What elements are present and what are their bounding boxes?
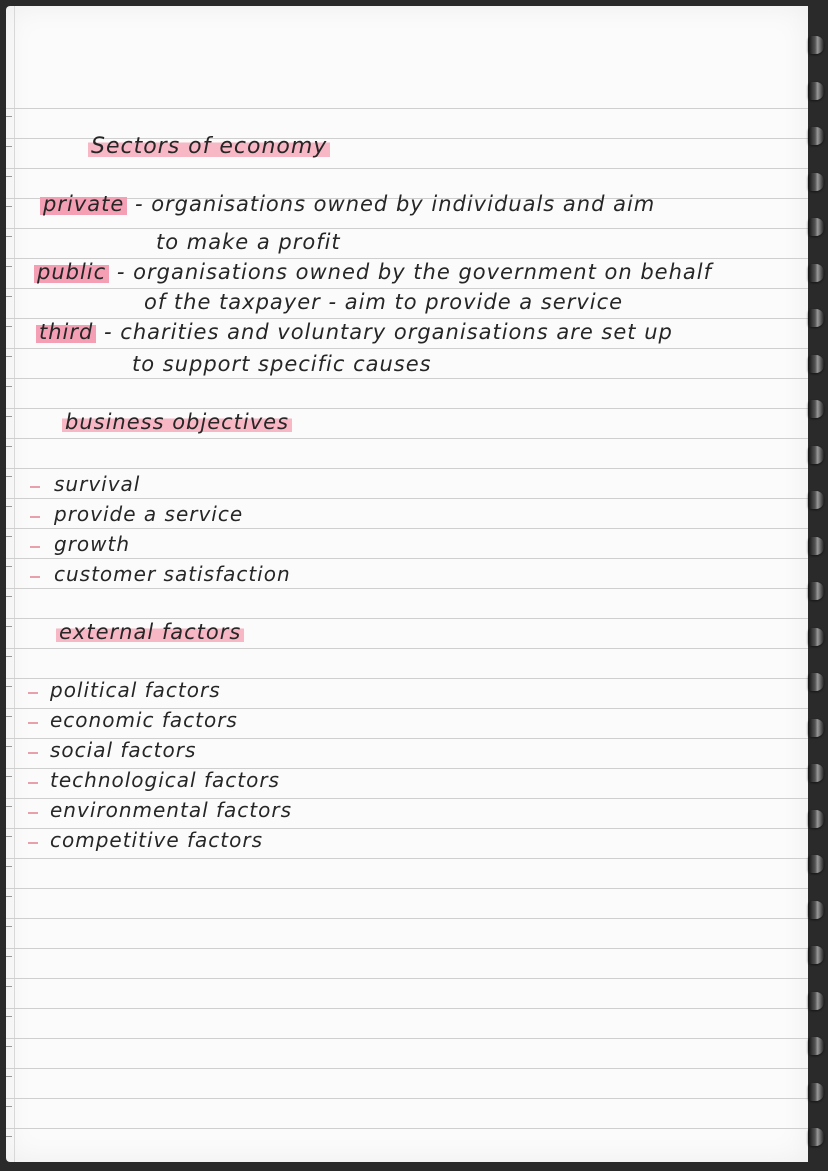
ruled-line: [6, 288, 808, 289]
edge-tick: [6, 1106, 12, 1107]
list-item: environmental factors: [50, 798, 292, 822]
binding-ring: [808, 173, 824, 191]
edge-tick: [6, 686, 12, 687]
edge-tick: [6, 926, 12, 927]
ruled-line: [6, 558, 808, 559]
list-item: technological factors: [50, 768, 280, 792]
bullet-dash: [30, 576, 40, 578]
binding-ring: [808, 810, 824, 828]
bullet-dash: [30, 486, 40, 488]
ruled-line: [6, 408, 808, 409]
ruled-line: [6, 648, 808, 649]
edge-tick: [6, 656, 12, 657]
sector-def-line2: to support specific causes: [132, 352, 432, 376]
edge-tick: [6, 806, 12, 807]
list-item: provide a service: [54, 502, 244, 526]
ruled-line: [6, 1038, 808, 1039]
bullet-dash: [30, 516, 40, 518]
ruled-line: [6, 1068, 808, 1069]
binding-ring: [808, 127, 824, 145]
edge-tick: [6, 746, 12, 747]
edge-tick: [6, 956, 12, 957]
edge-tick: [6, 716, 12, 717]
edge-tick: [6, 566, 12, 567]
binding-ring: [808, 491, 824, 509]
binding-ring: [808, 901, 824, 919]
binding-ring: [808, 264, 824, 282]
sector-private: [40, 192, 655, 216]
edge-tick: [6, 776, 12, 777]
sector-public-line2: [144, 290, 623, 314]
spiral-binding: [802, 0, 824, 1171]
edge-tick: [6, 146, 12, 147]
binding-ring: [808, 855, 824, 873]
binding-ring: [808, 309, 824, 327]
sector-def-line1: organisations owned by individuals and aim: [151, 192, 656, 216]
edge-tick: [6, 626, 12, 627]
ruled-line: [6, 108, 808, 109]
sector-sep: -: [134, 192, 144, 216]
ruled-line: [6, 378, 808, 379]
edge-tick: [6, 836, 12, 837]
edge-tick: [6, 116, 12, 117]
list-item: customer satisfaction: [54, 562, 291, 586]
edge-tick: [6, 326, 12, 327]
heading-external: [56, 620, 244, 644]
sector-def-line2: to make a profit: [156, 230, 341, 254]
binding-ring: [808, 673, 824, 691]
ruled-line: [6, 528, 808, 529]
binding-ring: [808, 36, 824, 54]
ruled-line: [6, 228, 808, 229]
heading-sectors: [88, 134, 330, 159]
edge-tick: [6, 866, 12, 867]
edge-tick: [6, 176, 12, 177]
bullet-dash: [30, 546, 40, 548]
sector-term-public: public: [34, 260, 109, 284]
sector-term-third: third: [36, 320, 96, 344]
binding-ring: [808, 764, 824, 782]
edge-tick: [6, 986, 12, 987]
ruled-line: [6, 978, 808, 979]
list-item: competitive factors: [50, 828, 264, 852]
heading-objectives-text: business objectives: [62, 410, 292, 434]
edge-tick: [6, 1076, 12, 1077]
edge-tick: [6, 386, 12, 387]
binding-ring: [808, 537, 824, 555]
ruled-line: [6, 168, 808, 169]
list-item: political factors: [50, 678, 221, 702]
binding-ring: [808, 446, 824, 464]
bullet-dash: [28, 782, 38, 784]
edge-tick: [6, 236, 12, 237]
margin-line: [14, 6, 15, 1162]
ruled-line: [6, 858, 808, 859]
ruled-line: [6, 1128, 808, 1129]
binding-ring: [808, 218, 824, 236]
binding-ring: [808, 719, 824, 737]
sector-third: [36, 320, 673, 344]
ruled-line: [6, 948, 808, 949]
sector-def-line2: of the taxpayer - aim to provide a service: [144, 290, 624, 314]
sector-third-line2: [132, 352, 432, 376]
binding-ring: [808, 1083, 824, 1101]
binding-ring: [808, 628, 824, 646]
sector-sep: -: [104, 320, 113, 344]
edge-tick: [6, 506, 12, 507]
edge-tick: [6, 446, 12, 447]
bullet-dash: [28, 812, 38, 814]
list-item: growth: [54, 532, 131, 556]
binding-ring: [808, 992, 824, 1010]
edge-tick: [6, 1016, 12, 1017]
ruled-line: [6, 498, 808, 499]
edge-tick: [6, 1046, 12, 1047]
ruled-line: [6, 1098, 808, 1099]
binding-ring: [808, 1128, 824, 1146]
edge-tick: [6, 596, 12, 597]
ruled-line: [6, 618, 808, 619]
list-item: survival: [54, 472, 141, 496]
ruled-line: [6, 1008, 808, 1009]
heading-sectors-text: Sectors of economy: [88, 134, 330, 159]
edge-tick: [6, 896, 12, 897]
sector-def-line1: charities and voluntary organisations are set up: [120, 320, 673, 344]
ruled-line: [6, 918, 808, 919]
list-item: social factors: [50, 738, 197, 762]
heading-external-text: external factors: [56, 620, 244, 644]
sector-def-line1: organisations owned by the government on behalf: [133, 260, 713, 284]
ruled-line: [6, 438, 808, 439]
ruled-line: [6, 348, 808, 349]
binding-ring: [808, 1037, 824, 1055]
ruled-line: [6, 468, 808, 469]
sector-sep: -: [116, 260, 126, 284]
bullet-dash: [28, 752, 38, 754]
edge-tick: [6, 416, 12, 417]
ruled-line: [6, 318, 808, 319]
edge-tick: [6, 1136, 12, 1137]
edge-tick: [6, 266, 12, 267]
sector-term-private: private: [40, 192, 127, 216]
binding-ring: [808, 355, 824, 373]
bullet-dash: [28, 842, 38, 844]
binding-ring: [808, 400, 824, 418]
list-item: economic factors: [50, 708, 238, 732]
edge-tick: [6, 476, 12, 477]
heading-objectives: [62, 410, 292, 434]
bullet-dash: [28, 722, 38, 724]
ruled-line: [6, 258, 808, 259]
ruled-line: [6, 588, 808, 589]
ruled-line: [6, 888, 808, 889]
edge-tick: [6, 296, 12, 297]
sector-public: [34, 260, 712, 284]
binding-ring: [808, 82, 824, 100]
notebook-page: [6, 6, 808, 1162]
edge-tick: [6, 206, 12, 207]
binding-ring: [808, 582, 824, 600]
edge-tick: [6, 536, 12, 537]
binding-ring: [808, 946, 824, 964]
bullet-dash: [28, 692, 38, 694]
sector-private-line2: [156, 230, 341, 254]
edge-tick: [6, 356, 12, 357]
